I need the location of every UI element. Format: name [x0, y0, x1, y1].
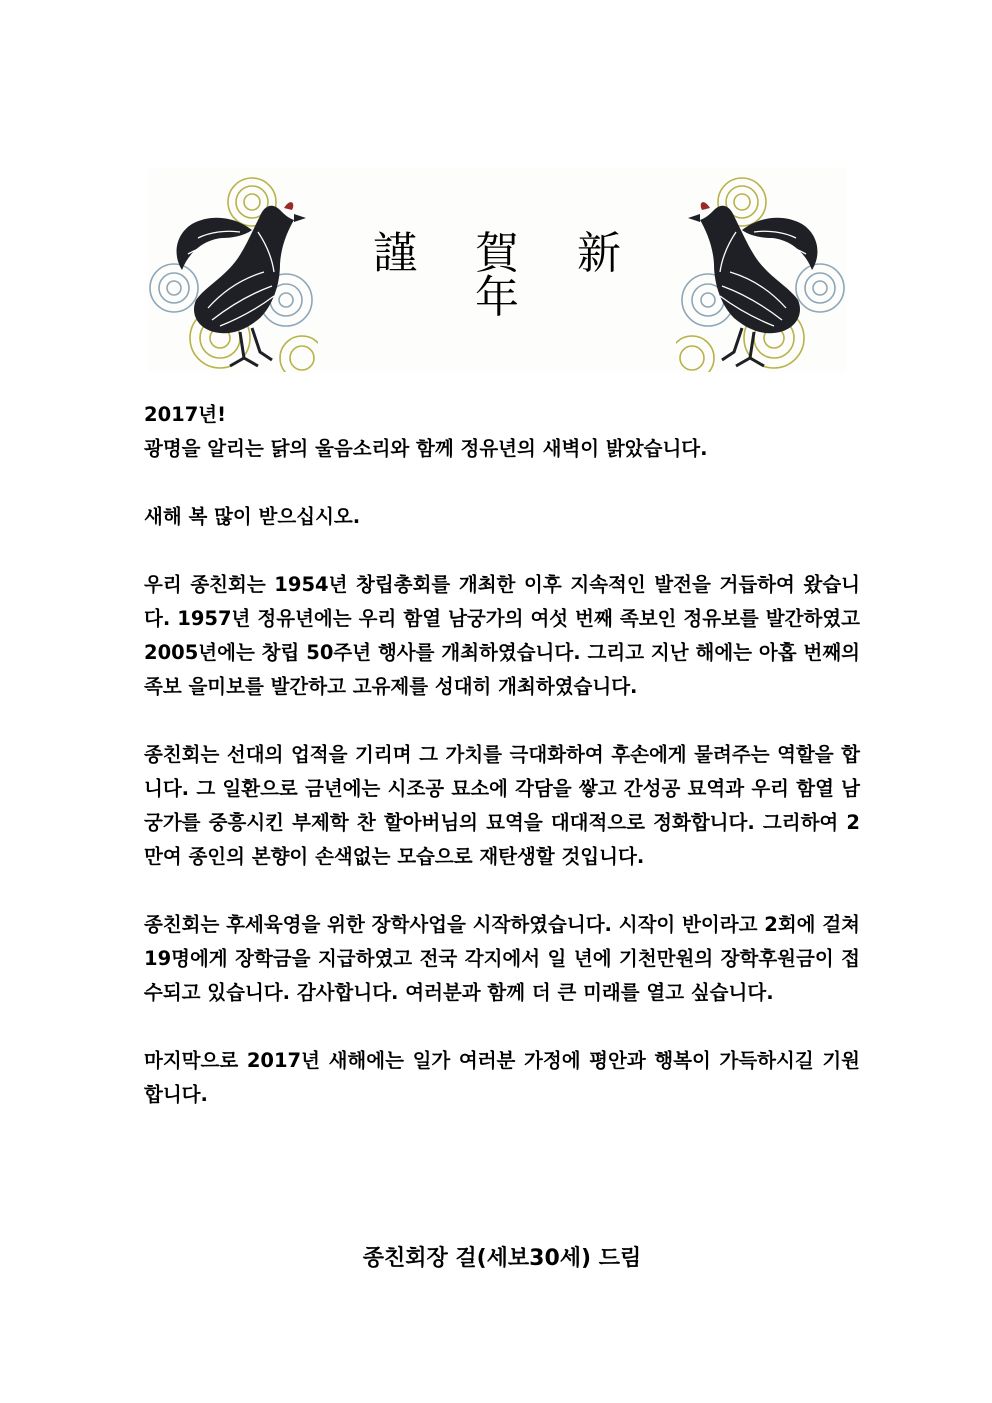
rooster-illustration-left — [148, 168, 318, 372]
blessing-line: 새해 복 많이 받으십시오. — [144, 505, 361, 528]
paragraph-mission: 종친회는 선대의 업적을 기리며 그 가치를 극대화하여 후손에게 물려주는 역할을 합니다. 그 일환으로 금년에는 시조공 묘소에 각담을 쌓고 간성공 묘역과 우리 함열 남궁가를 중흥시킨 부제학 찬 할아버님의 묘역을 대대적으로 정화합니다. 그리하여 2만여 종인의 본향이 손색없는 모습으로 재탄생할 것입니다. — [144, 743, 860, 868]
paragraph-scholarship: 종친회는 후세육영을 위한 장학사업을 시작하였습니다. 시작이 반이라고 2회에 걸쳐 19명에게 장학금을 지급하였고 전국 각지에서 일 년에 기천만원의 장학후원금이 접수되고 있습니다. 감사합니다. 여러분과 함께 더 큰 미래를 열고 싶습니다. — [144, 913, 860, 1004]
new-year-banner — [148, 168, 846, 372]
greeting-year: 2017년! — [144, 403, 227, 426]
greeting-line: 광명을 알리는 닭의 울음소리와 함께 정유년의 새벽이 밝았습니다. — [144, 437, 708, 460]
letter-body — [144, 398, 860, 1112]
rooster-illustration-right — [676, 168, 846, 372]
paragraph-closing: 마지막으로 2017년 새해에는 일가 여러분 가정에 평안과 행복이 가득하시길 기원합니다. — [144, 1049, 860, 1106]
banner-title: 謹 賀 新 年 — [373, 228, 643, 323]
signature: 종친회장 걸(세보30세) 드림 — [362, 1246, 642, 1271]
paragraph-history: 우리 종친회는 1954년 창립총회를 개최한 이후 지속적인 발전을 거듭하여 왔습니다. 1957년 정유년에는 우리 함열 남궁가의 여섯 번째 족보인 정유보를 발간하였고 2005년에는 창립 50주년 행사를 개최하였습니다. 그리고 지난 해에는 아홉 번째의 족보 을미보를 발간하고 고유제를 성대히 개최하였습니다. — [144, 573, 860, 698]
